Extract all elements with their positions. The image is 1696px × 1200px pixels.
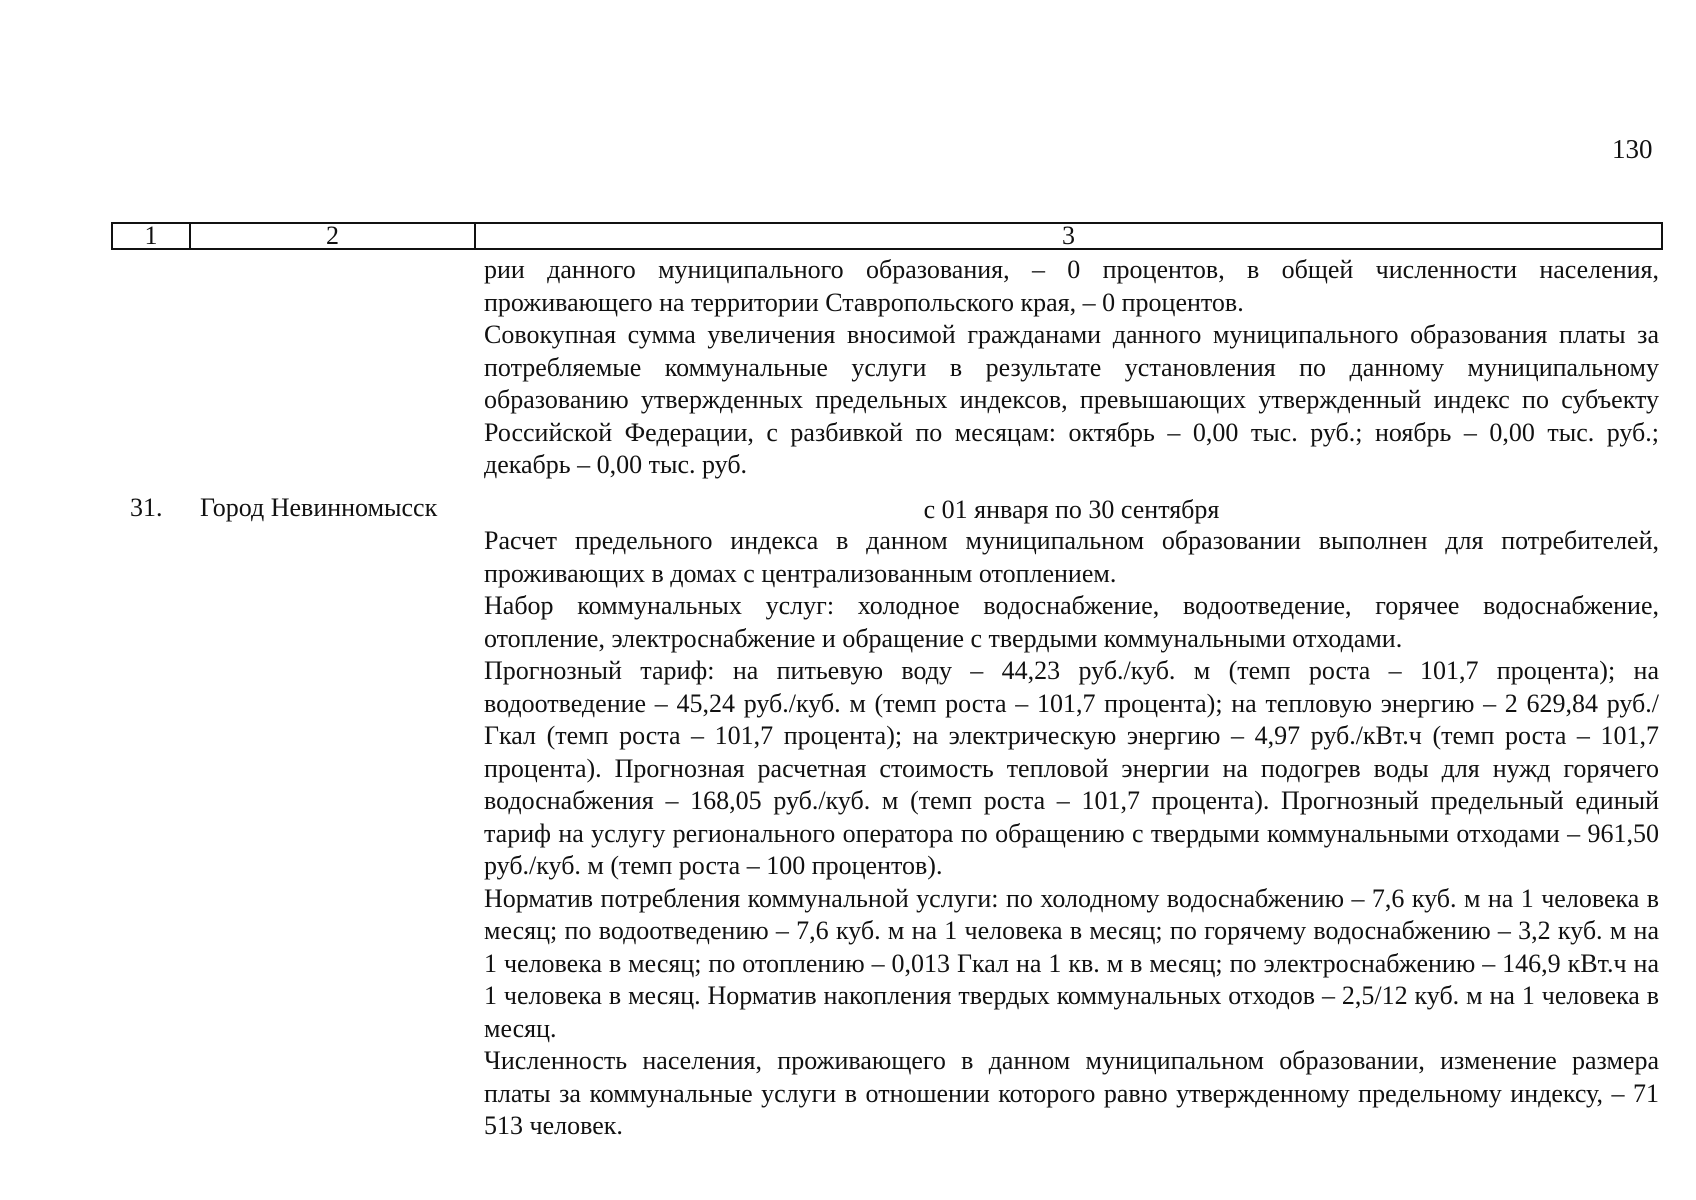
column-header-2: 2 [191, 224, 476, 248]
table-column-header [111, 222, 1663, 250]
description-paragraph: Норматив потребления коммунальной услуги: по холодному водоснабжению – 7,6 куб. м на 1 человека в месяц; по водоотведению – 7,6 куб. м на 1 человека в месяц; по горячему водоснабжению – 3,2 куб. м на 1 человека в месяц; по отоплению – 0,013 Гкал на 1 кв. м в месяц; по электроснабжению – 146,9 кВт.ч на 1 человека в месяц. Норматив накопления твердых коммунальных отходов – 2,5/12 куб. м на 1 человека в месяц. [484, 883, 1659, 1043]
description-paragraph: Расчет предельного индекса в данном муниципальном образовании выполнен для потребителей, проживающих в домах с централизованным отоплением. [484, 526, 1659, 588]
continued-paragraph: рии данного муниципального образования, – 0 процентов, в общей численности населения, проживающего на территории Ставропольского края, – 0 процентов. [484, 255, 1659, 317]
continued-paragraph: Совокупная сумма увеличения вносимой гражданами данного муниципального образования платы за потребляемые коммунальные услуги в результате установления по данному муниципальному образованию утвержденных предельных индексов, превышающих утвержденный индекс по субъекту Российской Федерации, с разбивкой по месяцам: октябрь – 0,00 тыс. руб.; ноябрь – 0,00 тыс. руб.; декабрь – 0,00 тыс. руб. [484, 320, 1659, 479]
period-heading: с 01 января по 30 сентября [923, 495, 1220, 524]
column-header-3: 3 [1062, 221, 1075, 250]
description-paragraph: Набор коммунальных услуг: холодное водоснабжение, водоотведение, горячее водоснабжение, отопление, электроснабжение и обращение с твердыми коммунальными отходами. [484, 591, 1659, 653]
continued-text-block [484, 254, 1659, 482]
municipality-name: Город Невинномысск [200, 493, 438, 522]
description-paragraph: Прогнозный тариф: на питьевую воду – 44,23 руб./куб. м (темп роста – 101,7 процента); на водоотведение – 45,24 руб./куб. м (темп роста – 101,7 процента); на тепловую энергию – 2 629,84 руб./Гкал (темп роста – 101,7 процента); на электрическую энергию – 4,97 руб./кВт.ч (темп роста – 101,7 процента). Прогнозная расчетная стоимость тепловой энергии на подогрев воды для нужд горячего водоснабжения – 168,05 руб./куб. м (темп роста – 101,7 процента). Прогнозный предельный единый тариф на услугу регионального оператора по обращению с твердыми коммунальными отходами – 961,50 руб./куб. м (темп роста – 100 процентов). [484, 656, 1659, 880]
page-number: 130 [1612, 134, 1653, 164]
column-header-1: 1 [113, 224, 191, 248]
row-description-block [484, 525, 1659, 1143]
description-paragraph: Численность населения, проживающего в данном муниципальном образовании, изменение размера платы за коммунальные услуги в отношении которого равно утвержденному предельному индексу, – 71 513 человек. [484, 1046, 1659, 1140]
row-number: 31. [130, 493, 163, 522]
